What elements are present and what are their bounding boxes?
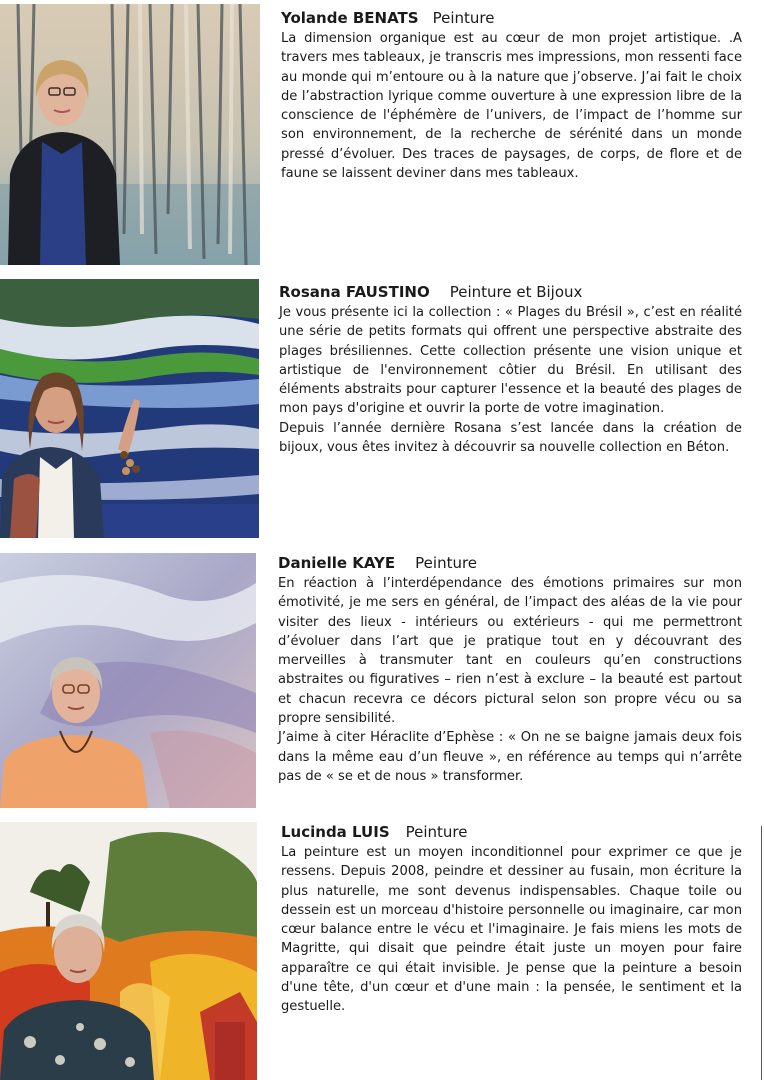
- artist-discipline: Peinture: [415, 554, 478, 572]
- page-edge-divider: [761, 826, 762, 1080]
- artist-text-faustino: [279, 282, 742, 457]
- artist-discipline: Peinture et Bijoux: [449, 283, 583, 301]
- artist-bio: Depuis l’année dernière Rosana s’est lancée dans la création de bijoux, vous êtes invitez à découvrir sa nouvelle collection en Béton.: [279, 420, 742, 456]
- artist-bio: En réaction à l’interdépendance des émotions primaires sur mon émotivité, je me sers en général, de l’impact des aléas de la vie pour visiter des lieux - intérieurs ou extérieurs - qui me permettront d’évoluer dans l’art que je pratique tout en y découvrant des merveilles à transmuter tant en couleurs qu’en constructions abstraites ou figuratives – rien n’est à exclure – la beauté est partout et chacun recevra ce décors pictural selon son propre vécu ou sa propre sensibilité.: [278, 576, 742, 727]
- artist-text-benats: [281, 8, 742, 183]
- artist-heading: [279, 282, 742, 302]
- artist-entry-faustino: [0, 279, 764, 539]
- artist-name: Lucinda LUIS: [281, 823, 390, 841]
- artist-heading: [278, 553, 742, 573]
- artist-discipline: Peinture: [432, 9, 495, 27]
- artist-name: Danielle KAYE: [278, 554, 396, 572]
- artist-text-kaye: [278, 553, 742, 786]
- artist-heading: [281, 822, 742, 842]
- artist-name: Rosana FAUSTINO: [279, 283, 430, 301]
- artist-photo-benats: [0, 4, 260, 265]
- artist-bio: J’aime à citer Héraclite d’Ephèse : « On ne se baigne jamais deux fois dans la même eau d’un fleuve », en référence au temps qui n’arrête pas de « se et de nous » transformer.: [278, 730, 742, 784]
- artist-bio: La peinture est un moyen inconditionnel pour exprimer ce que je ressens. Depuis 2008, peindre et dessiner au fusain, mon écriture la plus naturelle, me sont devenus indispensables. Chaque toile ou dessein est un morceau d'histoire personnelle ou imaginaire, car mon cœur balance entre le vécu et l'imaginaire. Je fais miens les mots de Magritte, qui disait que peindre était juste un moyen pour faire apparaître ce qui était invisible. Je pense que la peinture a besoin d'une tête, d'un cœur et d'une main : la pensée, le sentiment et la gestuelle.: [281, 845, 742, 1015]
- artist-entry-kaye: [0, 553, 764, 809]
- artist-photo-luis: [0, 822, 257, 1080]
- artist-photo-kaye: [0, 553, 256, 808]
- artist-photo-faustino: [0, 279, 259, 538]
- artist-discipline: Peinture: [405, 823, 468, 841]
- artist-heading: [281, 8, 742, 28]
- artist-entry-benats: [0, 4, 764, 266]
- artist-bio: Je vous présente ici la collection : « Plages du Brésil », c’est en réalité une série de petits formats qui offrent une perspective abstraite des plages brésiliennes. Cette collection présente une vision unique et artistique de l'environnement côtier du Brésil. En utilisant des éléments abstraits pour capturer l'essence et la beauté des plages de mon pays d'origine et ouvrir la porte de votre imagination.: [279, 305, 742, 417]
- artist-bio: La dimension organique est au cœur de mon projet artistique. .A travers mes tableaux, je transcris mes impressions, mon ressenti face au monde qui m’entoure ou à la nature que j’observe. J’ai fait le choix de l’abstraction lyrique comme ouverture à une expression libre de la conscience de l'éphémère de l’univers, de l’impact de l’homme sur son environnement, de la recherche de sérénité dans un monde pressé d’évoluer. Des traces de paysages, de corps, de flore et de faune se laissent deviner dans mes tableaux.: [281, 31, 742, 182]
- artist-text-luis: [281, 822, 742, 1017]
- artist-name: Yolande BENATS: [281, 9, 419, 27]
- artist-entry-luis: [0, 822, 764, 1080]
